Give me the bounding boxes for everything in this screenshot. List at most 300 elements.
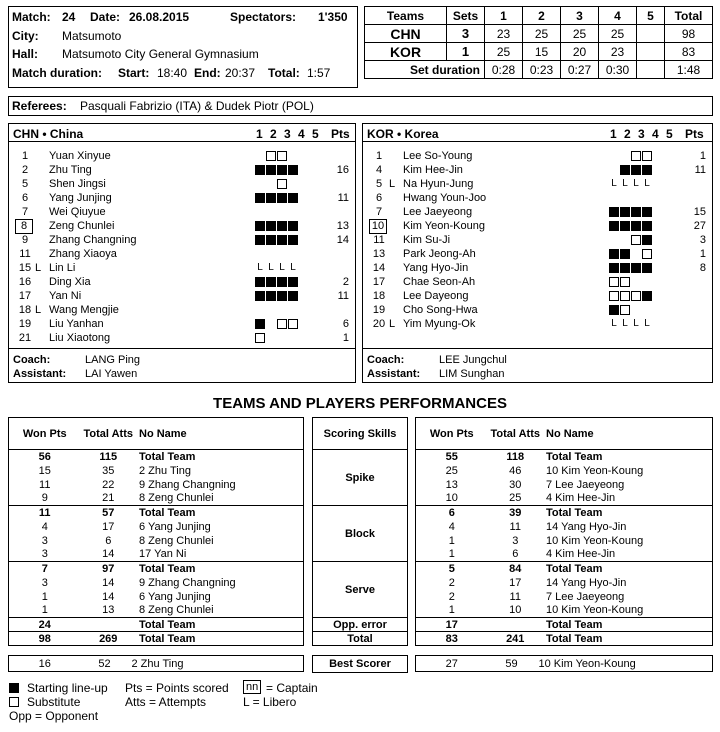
won-pts: 7	[9, 562, 81, 576]
won-pts: 17	[416, 618, 488, 632]
player-row	[9, 290, 355, 304]
starter-square-icon	[609, 305, 619, 315]
won-pts: 98	[9, 632, 81, 646]
skill-label: Serve	[313, 562, 408, 618]
player-points: 2	[342, 276, 349, 288]
legend-substitute: Substitute	[27, 695, 81, 709]
player-name: Total Team	[136, 562, 304, 576]
won-pts: 56	[38, 450, 51, 463]
player-name: Liu Xiaotong	[49, 332, 111, 344]
starter-square-icon	[631, 263, 641, 273]
player-row	[363, 164, 712, 178]
player-number: 18	[372, 290, 386, 302]
won-pts-header: Won Pts	[9, 418, 81, 450]
sets-won: 1	[447, 43, 485, 61]
player-name: 2 Zhu Ting	[131, 657, 184, 670]
player-name: 4 Kim Hee-Jin	[546, 548, 616, 561]
starting-lineup-square-icon	[9, 683, 19, 693]
player-row	[9, 220, 355, 234]
start-label: Start:	[118, 66, 150, 80]
player-row	[363, 318, 712, 332]
total-atts: 52	[98, 657, 111, 670]
performance-title: TEAMS AND PLAYERS PERFORMANCES	[213, 395, 507, 412]
player-row	[363, 276, 712, 290]
performance-header-row	[9, 418, 304, 450]
player-name: Hwang Youn-Joo	[403, 192, 487, 204]
player-row	[9, 234, 355, 248]
name-header: No Name	[543, 418, 713, 450]
chn-team-title: CHN • China	[13, 127, 84, 141]
legend-libero: L = Libero	[243, 695, 297, 709]
player-performance-row	[416, 534, 713, 548]
starter-square-icon	[266, 291, 276, 301]
player-row	[9, 164, 355, 178]
opp-row	[416, 618, 713, 632]
libero-marker: L	[389, 178, 396, 190]
player-name: 6 Yang Junjing	[139, 520, 211, 533]
kor-sets-header: 1 2 3 4 5	[610, 127, 675, 141]
player-name: Cho Song-Hwa	[403, 304, 478, 316]
referees-value: Pasquali Fabrizio (ITA) & Dudek Piotr (POL)	[80, 99, 314, 113]
total-score: 83	[665, 43, 713, 61]
libero-marker: L	[35, 304, 42, 316]
player-number: 9	[21, 234, 29, 246]
player-row	[363, 178, 712, 192]
best-scorer-left	[8, 655, 304, 672]
player-name: Yan Ni	[49, 290, 82, 302]
player-points: 6	[342, 318, 349, 330]
player-name: Total Team	[139, 450, 196, 463]
starter-square-icon	[642, 221, 652, 231]
libero-set-marker: L	[290, 262, 296, 273]
results-header: 4	[599, 7, 637, 25]
player-number: 6	[375, 192, 383, 204]
starter-square-icon	[609, 249, 619, 259]
player-name: 10 Kim Yeon-Koung	[538, 657, 636, 670]
player-row	[9, 192, 355, 206]
total-row	[9, 632, 304, 646]
player-row	[9, 248, 355, 262]
set-score: 25	[599, 25, 637, 43]
starter-square-icon	[266, 165, 276, 175]
team-total-row	[416, 562, 713, 576]
player-name: Yang Junjing	[49, 192, 112, 204]
match-label: Match:	[12, 10, 51, 24]
date-label: Date:	[90, 10, 121, 24]
results-header: Teams	[365, 7, 447, 25]
player-name: Park Jeong-Ah	[403, 248, 476, 260]
player-name: Total Team	[546, 450, 603, 463]
won-pts: 3	[41, 548, 48, 561]
substitute-square-icon	[277, 179, 287, 189]
set-score: 20	[561, 43, 599, 61]
player-performance-row	[416, 520, 713, 534]
total-atts: 25	[509, 492, 522, 505]
set-duration: 0:27	[561, 61, 599, 79]
hall-label: Hall:	[12, 47, 39, 61]
legend-opponent: Opp = Opponent	[9, 709, 99, 723]
total-score: 98	[665, 25, 713, 43]
player-name: Total Team	[543, 506, 713, 520]
player-name: Lee Dayeong	[403, 290, 469, 302]
player-row	[363, 220, 712, 234]
total-atts: 57	[81, 506, 137, 520]
best-scorer-label: Best Scorer	[312, 655, 408, 673]
results-row-chn	[365, 25, 713, 43]
results-header: 3	[561, 7, 599, 25]
city-label: City:	[12, 29, 39, 43]
set-score	[637, 43, 665, 61]
set-score	[637, 25, 665, 43]
referees-label: Referees:	[12, 99, 67, 113]
player-name: Na Hyun-Jung	[403, 178, 474, 190]
player-performance-row	[9, 590, 304, 604]
player-name: 9 Zhang Changning	[139, 576, 236, 589]
legend-attempts: Atts = Attempts	[125, 695, 207, 709]
chn-performance-table	[8, 417, 304, 646]
player-number: 8	[15, 219, 33, 234]
set-score: 23	[599, 43, 637, 61]
libero-set-marker: L	[268, 262, 274, 273]
player-row	[9, 276, 355, 290]
player-name: Yim Myung-Ok	[403, 318, 476, 330]
starter-square-icon	[255, 277, 265, 287]
player-name: Chae Seon-Ah	[403, 276, 476, 288]
set-score: 23	[485, 25, 523, 43]
substitute-square-icon	[631, 291, 641, 301]
skill-row	[313, 562, 408, 618]
player-performance-row	[416, 548, 713, 562]
player-performance-row	[9, 604, 304, 618]
legend-starting: Starting line-up	[27, 681, 108, 695]
player-name: 14 Yang Hyo-Jin	[546, 576, 627, 589]
player-name: 7 Lee Jaeyeong	[546, 478, 625, 491]
substitute-square-icon	[642, 151, 652, 161]
match-number: 24	[62, 10, 76, 24]
player-performance-row	[416, 464, 713, 478]
libero-set-marker: L	[257, 262, 263, 273]
player-row	[9, 304, 355, 318]
skill-label: Spike	[345, 471, 375, 484]
total-atts: 241	[488, 632, 544, 646]
won-pts: 4	[41, 520, 48, 533]
total-atts: 17	[509, 576, 522, 589]
name-header: No Name	[136, 418, 304, 450]
sets-won: 3	[447, 25, 485, 43]
player-performance-row	[9, 478, 304, 492]
player-name: 9 Zhang Changning	[139, 478, 236, 491]
starter-square-icon	[266, 235, 276, 245]
player-points: 8	[699, 262, 706, 274]
captain-sample-box: nn	[243, 680, 261, 694]
player-row	[9, 150, 355, 164]
starter-square-icon	[620, 263, 630, 273]
total-atts: 17	[102, 520, 115, 533]
city-value: Matsumoto	[62, 29, 122, 43]
results-header-row	[365, 7, 713, 25]
player-points: 13	[336, 220, 349, 232]
total-atts: 84	[488, 562, 544, 576]
substitute-square-icon	[266, 151, 276, 161]
won-pts: 24	[9, 618, 81, 632]
player-row	[9, 206, 355, 220]
libero-set-marker: L	[633, 178, 639, 189]
player-name: Total Team	[543, 562, 713, 576]
player-name: Yang Hyo-Jin	[403, 262, 469, 274]
libero-marker: L	[389, 318, 396, 330]
kor-assistant-label: Assistant:	[367, 368, 421, 380]
player-performance-row	[9, 548, 304, 562]
end-time: 20:37	[225, 66, 256, 80]
player-name: 7 Lee Jaeyeong	[546, 590, 625, 603]
player-row	[363, 192, 712, 206]
player-number: 11	[19, 248, 31, 260]
legend-points: Pts = Points scored	[125, 681, 229, 695]
player-points: 14	[336, 234, 349, 246]
starter-square-icon	[288, 165, 298, 175]
player-name: Zeng Chunlei	[49, 220, 115, 232]
best-scorer-row	[416, 656, 713, 672]
starter-square-icon	[288, 221, 298, 231]
player-number: 7	[375, 206, 383, 218]
player-name: 10 Kim Yeon-Koung	[546, 534, 644, 547]
starter-square-icon	[255, 319, 265, 329]
set-duration: 0:30	[599, 61, 637, 79]
player-name: Shen Jingsi	[49, 178, 106, 190]
player-number: 5	[375, 178, 383, 190]
player-performance-row	[9, 464, 304, 478]
starter-square-icon	[288, 291, 298, 301]
total-atts	[488, 618, 544, 632]
substitute-square-icon	[642, 249, 652, 259]
player-points: 1	[699, 150, 706, 162]
kor-player-list	[363, 150, 712, 346]
player-name: 10 Kim Yeon-Koung	[546, 604, 644, 617]
set-score: 15	[523, 43, 561, 61]
player-name: 4 Kim Hee-Jin	[546, 492, 616, 505]
substitute-square-icon	[620, 291, 630, 301]
starter-square-icon	[620, 249, 630, 259]
total-atts: 21	[102, 492, 115, 505]
chn-coach-label: Coach:	[13, 354, 51, 366]
skills-header-row	[313, 418, 408, 450]
won-pts: 1	[41, 590, 48, 603]
player-number: 18	[18, 304, 32, 316]
player-row	[363, 234, 712, 248]
set-duration: 0:23	[523, 61, 561, 79]
start-time: 18:40	[157, 66, 188, 80]
kor-pts-header: Pts	[685, 127, 704, 141]
total-atts: 6	[105, 534, 112, 547]
set-score: 25	[523, 25, 561, 43]
won-pts: 10	[445, 492, 458, 505]
won-pts-header: Won Pts	[416, 418, 488, 450]
player-name: 8 Zeng Chunlei	[139, 604, 214, 617]
results-header: 2	[523, 7, 561, 25]
total-atts-header: Total Atts	[488, 418, 544, 450]
substitute-square-icon	[620, 305, 630, 315]
libero-set-marker: L	[622, 178, 628, 189]
won-pts: 13	[445, 478, 458, 491]
player-number: 2	[21, 164, 29, 176]
player-points: 16	[336, 164, 349, 176]
results-header: 1	[485, 7, 523, 25]
player-name: 14 Yang Hyo-Jin	[546, 520, 627, 533]
total-label: Total:	[268, 66, 300, 80]
set-duration-row	[365, 61, 713, 79]
chn-assistant-label: Assistant:	[13, 368, 67, 380]
won-pts: 16	[38, 657, 51, 670]
won-pts: 83	[416, 632, 488, 646]
set-score: 25	[561, 25, 599, 43]
total-atts: 97	[81, 562, 137, 576]
player-points: 15	[693, 206, 706, 218]
player-row	[363, 304, 712, 318]
player-name: Ding Xia	[49, 276, 91, 288]
starter-square-icon	[266, 277, 276, 287]
won-pts: 4	[448, 520, 455, 533]
kor-performance-table	[415, 417, 713, 646]
results-header: Sets	[447, 7, 485, 25]
total-atts: 22	[102, 478, 115, 491]
match-date: 26.08.2015	[129, 10, 190, 24]
starter-square-icon	[288, 277, 298, 287]
player-number: 4	[375, 164, 383, 176]
player-performance-row	[9, 576, 304, 590]
starter-square-icon	[255, 165, 265, 175]
total-atts: 269	[81, 632, 137, 646]
team-code: KOR	[365, 43, 447, 61]
starter-square-icon	[642, 263, 652, 273]
starter-square-icon	[609, 221, 619, 231]
starter-square-icon	[642, 165, 652, 175]
won-pts: 1	[448, 548, 455, 561]
player-performance-row	[9, 520, 304, 534]
team-total-row	[416, 506, 713, 520]
starter-square-icon	[288, 235, 298, 245]
starter-square-icon	[277, 165, 287, 175]
player-performance-row	[416, 492, 713, 506]
libero-set-marker: L	[611, 318, 617, 329]
kor-assistant: LIM Sunghan	[439, 368, 505, 380]
skill-label: Opp. error	[313, 618, 408, 632]
opp-row	[9, 618, 304, 632]
substitute-square-icon	[609, 291, 619, 301]
total-skill-row	[313, 632, 408, 646]
player-name: 6 Yang Junjing	[139, 590, 211, 603]
player-row	[363, 248, 712, 262]
libero-marker: L	[35, 262, 42, 274]
won-pts: 1	[448, 604, 455, 617]
spectators-label: Spectators:	[230, 10, 297, 24]
starter-square-icon	[277, 221, 287, 231]
player-name: Liu Yanhan	[49, 318, 104, 330]
player-number: 19	[18, 318, 32, 330]
total-atts: 10	[509, 604, 522, 617]
total-time: 1:57	[307, 66, 331, 80]
team-total-row	[9, 506, 304, 520]
player-name: Total Team	[136, 506, 304, 520]
player-name: Zhang Xiaoya	[49, 248, 117, 260]
player-number: 1	[21, 150, 29, 162]
player-number: 1	[375, 150, 383, 162]
total-atts-header: Total Atts	[81, 418, 137, 450]
player-row	[363, 206, 712, 220]
total-atts: 3	[512, 534, 519, 547]
substitute-square-icon	[631, 151, 641, 161]
player-performance-row	[416, 576, 713, 590]
starter-square-icon	[631, 207, 641, 217]
player-number: 17	[372, 276, 386, 288]
results-header: 5	[637, 7, 665, 25]
substitute-square-icon	[277, 319, 287, 329]
player-row	[9, 332, 355, 346]
player-number: 13	[372, 248, 386, 260]
starter-square-icon	[277, 193, 287, 203]
starter-square-icon	[255, 221, 265, 231]
results-row-kor	[365, 43, 713, 61]
player-points: 1	[699, 248, 706, 260]
player-performance-row	[416, 604, 713, 618]
performance-header-row	[416, 418, 713, 450]
player-points: 11	[337, 192, 349, 204]
total-atts: 11	[509, 590, 521, 603]
row-label: Total Team	[543, 618, 713, 632]
won-pts: 5	[416, 562, 488, 576]
player-performance-row	[416, 590, 713, 604]
player-row	[9, 262, 355, 276]
player-number: 10	[369, 219, 387, 234]
skill-row	[313, 450, 408, 506]
won-pts: 6	[416, 506, 488, 520]
player-name: Yuan Xinyue	[49, 150, 111, 162]
total-atts: 46	[509, 464, 522, 477]
won-pts: 27	[445, 657, 458, 670]
starter-square-icon	[620, 165, 630, 175]
duration-label: Match duration:	[12, 66, 102, 80]
total-atts: 14	[102, 590, 115, 603]
total-atts	[81, 618, 137, 632]
won-pts: 11	[39, 478, 51, 491]
won-pts: 15	[38, 464, 51, 477]
scoring-skills-header: Scoring Skills	[313, 418, 408, 450]
player-points: 3	[699, 234, 706, 246]
player-row	[363, 150, 712, 164]
player-number: 20	[372, 318, 386, 330]
starter-square-icon	[642, 291, 652, 301]
total-atts: 59	[505, 657, 518, 670]
player-performance-row	[9, 492, 304, 506]
player-number: 15	[18, 262, 32, 274]
player-name: Lee Jaeyeong	[403, 206, 473, 218]
won-pts: 1	[41, 604, 48, 617]
libero-set-marker: L	[279, 262, 285, 273]
kor-coach-label: Coach:	[367, 354, 405, 366]
best-scorer-row	[9, 656, 304, 672]
substitute-square-icon	[277, 151, 287, 161]
total-atts: 35	[102, 464, 115, 477]
player-row	[9, 178, 355, 192]
set-score: 25	[485, 43, 523, 61]
player-row	[363, 290, 712, 304]
player-name: Zhang Changning	[49, 234, 137, 246]
player-name: 10 Kim Yeon-Koung	[546, 464, 644, 477]
chn-roster-box	[8, 123, 356, 383]
kor-team-title: KOR • Korea	[367, 127, 439, 141]
player-name: 17 Yan Ni	[139, 548, 187, 561]
starter-square-icon	[609, 263, 619, 273]
player-number: 6	[21, 192, 29, 204]
